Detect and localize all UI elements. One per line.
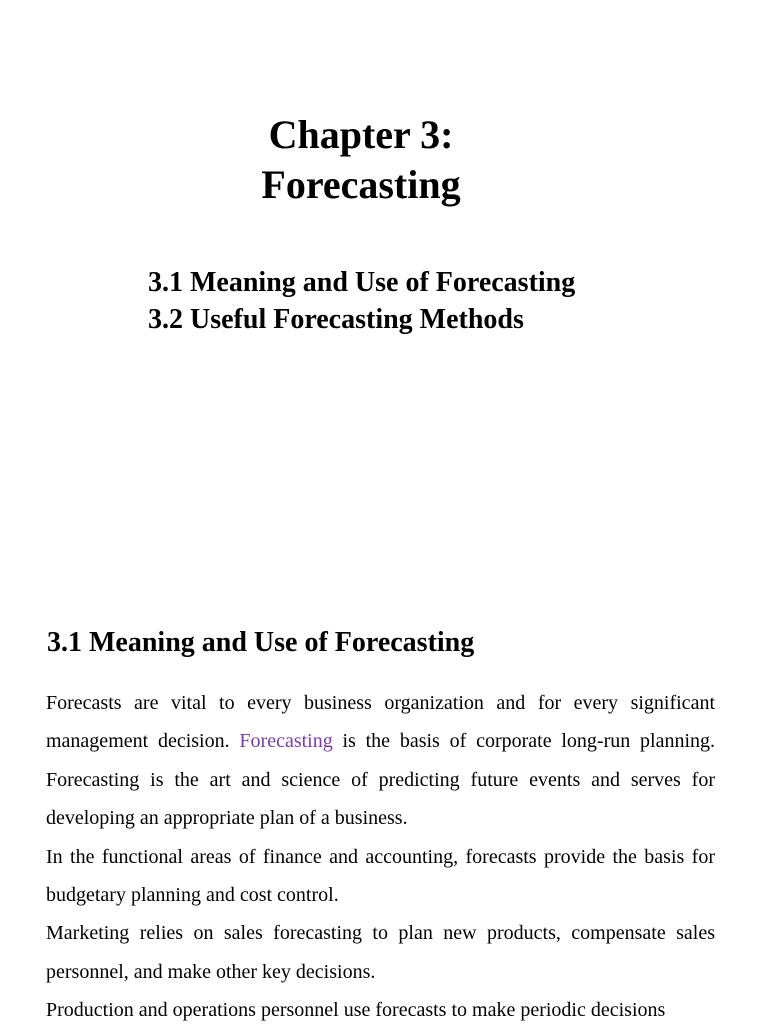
- paragraph-text: Forecasts are vital to every business organization and for every significant management decision.: [46, 692, 715, 753]
- table-of-contents: [148, 264, 575, 338]
- paragraph: Production and operations personnel use forecasts to make periodic decisions: [46, 999, 666, 1022]
- section-heading: 3.1 Meaning and Use of Forecasting: [47, 627, 475, 658]
- paragraph: [46, 684, 715, 838]
- paragraph: Marketing relies on sales forecasting to plan new products, compensate sales personnel, and make other key decisions.: [46, 922, 715, 983]
- chapter-title: [0, 110, 722, 210]
- paragraph-text: is the basis of corporate long-run planning. Forecasting is the art and science of predicting future events and serves for developing an appropriate plan of a business.: [46, 730, 716, 830]
- toc-item: 3.1 Meaning and Use of Forecasting: [148, 267, 576, 298]
- paragraph: In the functional areas of finance and accounting, forecasts provide the basis for budgetary planning and cost control.: [46, 845, 715, 907]
- section-body: [46, 684, 715, 1030]
- forecasting-link[interactable]: Forecasting: [239, 730, 333, 753]
- chapter-number: Chapter 3:: [268, 112, 454, 157]
- toc-item: 3.2 Useful Forecasting Methods: [148, 304, 524, 335]
- chapter-name: Forecasting: [261, 162, 461, 207]
